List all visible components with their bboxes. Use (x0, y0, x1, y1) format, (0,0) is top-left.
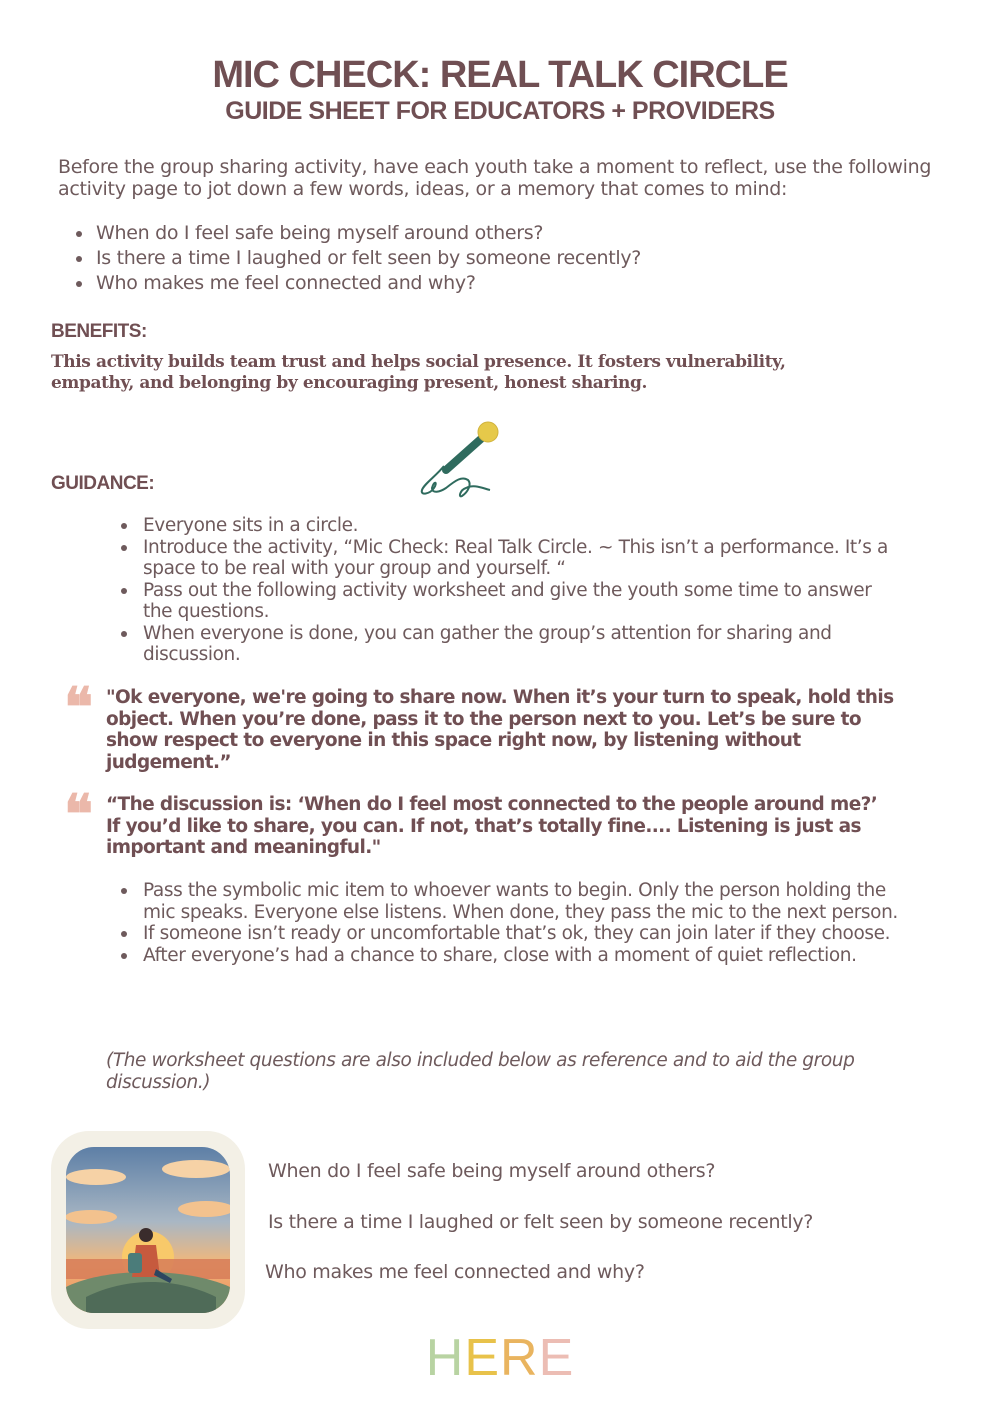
share-instructions-quote: "Ok everyone, we're going to share now. When it’s your turn to speak, hold this object. When you’re done, pass it to the person next to you. Let’s be sure to show respect to everyone in this space right now, by listening without judgement.” (106, 687, 894, 773)
benefits-text: This activity builds team trust and helps social presence. It fosters vulnerability, empathy, and belonging by encouraging present, honest sharing. (51, 352, 786, 393)
guidance-heading: GUIDANCE: (51, 473, 155, 494)
logo-letter-h: H (425, 1329, 465, 1387)
reference-note: (The worksheet questions are also included below as reference and to aid the group discussion.) (106, 1050, 855, 1093)
list-item: Who makes me feel connected and why? (96, 271, 856, 296)
sharing-steps-list (143, 880, 903, 966)
sunset-person-illustration (66, 1147, 230, 1313)
benefits-heading: BENEFITS: (51, 321, 147, 342)
list-item: Everyone sits in a circle. (143, 515, 903, 537)
reflection-illustration (51, 1131, 245, 1329)
logo-letter-e2: E (538, 1329, 575, 1387)
list-item: If someone isn’t ready or uncomfortable that’s ok, they can join later if they choose. (143, 923, 903, 945)
list-item: Is there a time I laughed or felt seen by someone recently? (96, 246, 856, 271)
intro-text: Before the group sharing activity, have each youth take a moment to reflect, use the following activity page to jot down a few words, ideas, or a memory that comes to mind: (58, 156, 932, 200)
list-item: After everyone’s had a chance to share, close with a moment of quiet reflection. (143, 945, 903, 967)
here-logo (0, 1328, 1000, 1388)
reflection-questions-list (96, 221, 856, 296)
list-item: Introduce the activity, “Mic Check: Real Talk Circle. ~ This isn’t a performance. It’s a space to be real with your group and yourself. “ (143, 537, 903, 580)
reference-question-1: When do I feel safe being myself around others? (268, 1160, 716, 1182)
guidance-steps-list (143, 515, 903, 666)
list-item: Pass the symbolic mic item to whoever wants to begin. Only the person holding the mic speaks. Everyone else listens. When done, they pass the mic to the next person. (143, 880, 903, 923)
logo-letter-e: E (464, 1329, 500, 1387)
quote-mark-icon: ❝ (64, 675, 94, 739)
discussion-prompt-quote: “The discussion is: ‘When do I feel most connected to the people around me?’ If you’d like to share, you can. If not, that’s totally fine.... Listening is just as important and meaningful." (106, 794, 878, 858)
reference-question-2: Is there a time I laughed or felt seen by someone recently? (268, 1211, 814, 1233)
quote-mark-icon: ❝ (64, 782, 94, 846)
microphone-icon (416, 418, 506, 502)
page-subtitle: GUIDE SHEET FOR EDUCATORS + PROVIDERS (225, 97, 775, 125)
page-title: MIC CHECK: REAL TALK CIRCLE (212, 54, 788, 96)
reference-question-3: Who makes me feel connected and why? (265, 1261, 645, 1283)
list-item: When do I feel safe being myself around others? (96, 221, 856, 246)
list-item: When everyone is done, you can gather the group’s attention for sharing and discussion. (143, 623, 903, 666)
list-item: Pass out the following activity worksheet and give the youth some time to answer the questions. (143, 580, 903, 623)
logo-letter-r: R (500, 1329, 539, 1387)
